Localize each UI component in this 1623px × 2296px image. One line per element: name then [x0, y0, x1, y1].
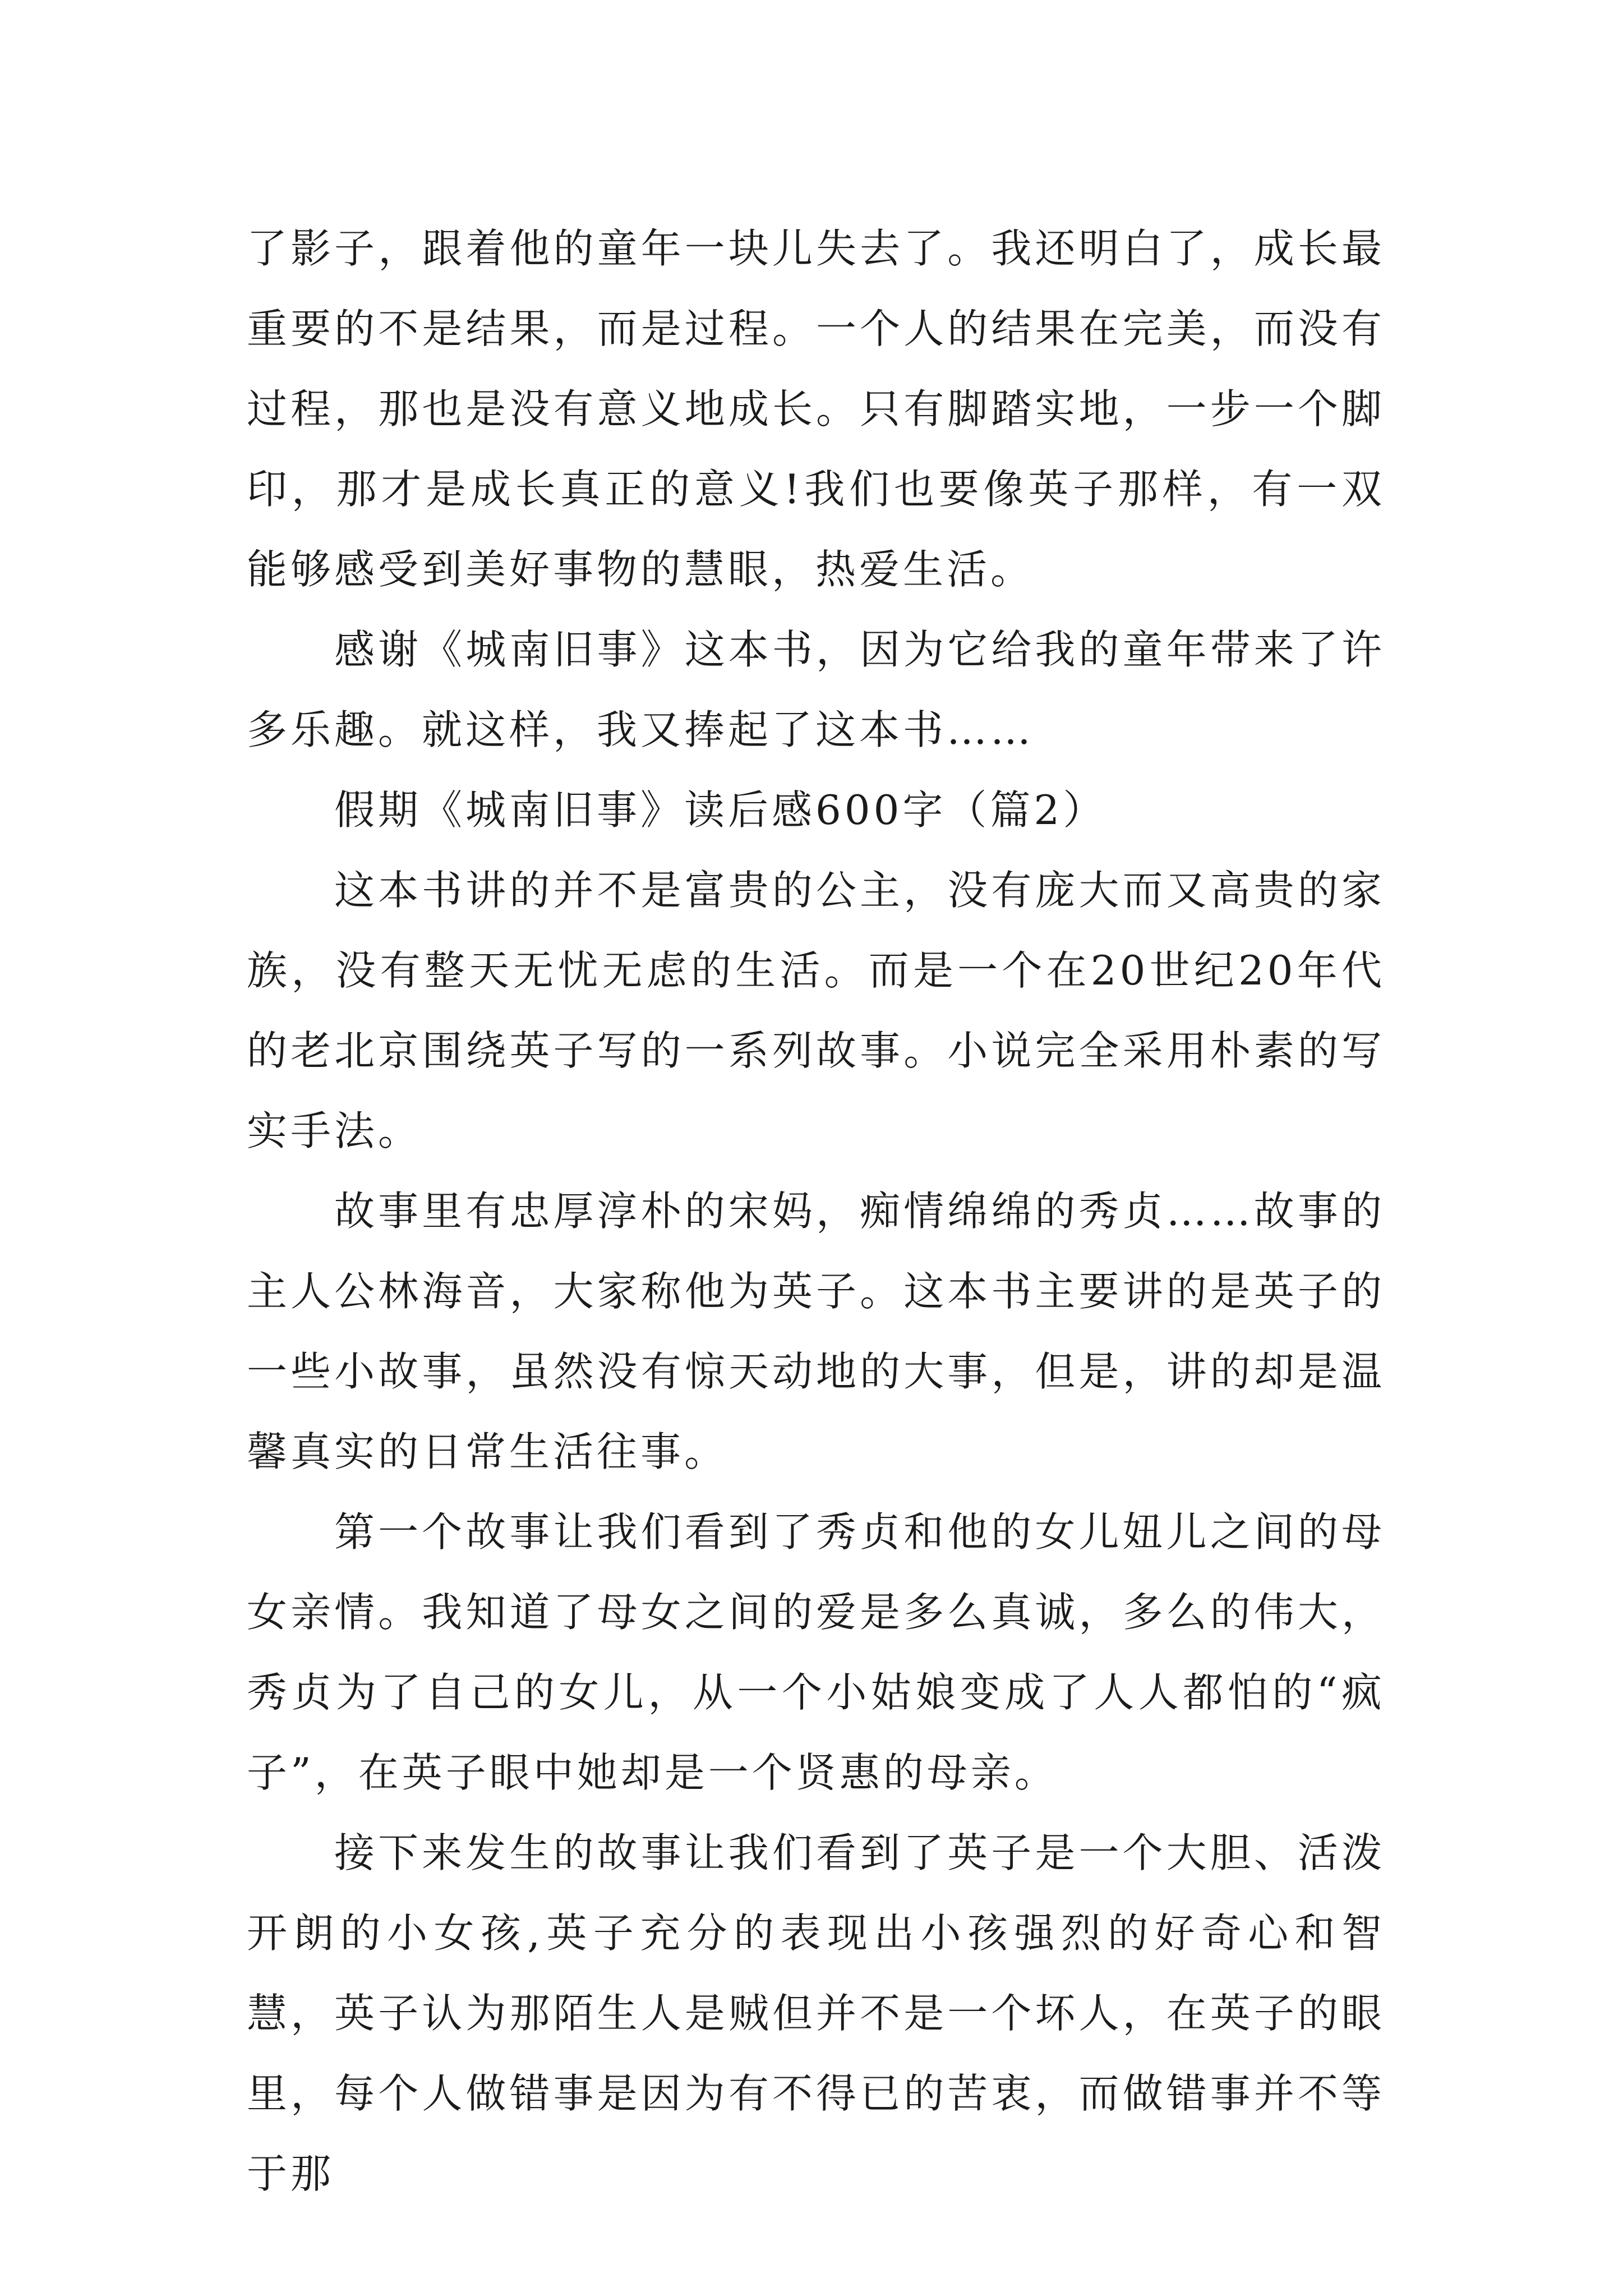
paragraph-5: 第一个故事让我们看到了秀贞和他的女儿妞儿之间的母女亲情。我知道了母女之间的爱是多么真诚，多么的伟大，秀贞为了自己的女儿，从一个小姑娘变成了人人都怕的“疯子”，在英子眼中她却是一个贤惠的母亲。: [247, 1508, 1385, 1796]
section-heading: 假期《城南旧事》读后感600字（篇2）: [334, 786, 1107, 834]
paragraph-2: 感谢《城南旧事》这本书，因为它给我的童年带来了许多乐趣。就这样，我又捧起了这本书……: [247, 626, 1385, 753]
paragraph-6: 接下来发生的故事让我们看到了英子是一个大胆、活泼开朗的小女孩,英子充分的表现出小孩强烈的好奇心和智慧，英子认为那陌生人是贼但并不是一个坏人，在英子的眼里，每个人做错事是因为有不得已的苦衷，而做错事并不等于那: [247, 1829, 1385, 2197]
paragraph-1: 了影子，跟着他的童年一块儿失去了。我还明白了，成长最重要的不是结果，而是过程。一个人的结果在完美，而没有过程，那也是没有意义地成长。只有脚踏实地，一步一个脚印，那才是成长真正的意义!我们也要像英子那样，有一双能够感受到美好事物的慧眼，热爱生活。: [247, 225, 1385, 593]
body-text: [247, 209, 1385, 2214]
paragraph-3: 这本书讲的并不是富贵的公主，没有庞大而又高贵的家族，没有整天无忧无虑的生活。而是一个在20世纪20年代的老北京围绕英子写的一系列故事。小说完全采用朴素的写实手法。: [247, 867, 1385, 1154]
paragraph-4: 故事里有忠厚淳朴的宋妈，痴情绵绵的秀贞……故事的主人公林海音，大家称他为英子。这本书主要讲的是英子的一些小故事，虽然没有惊天动地的大事，但是，讲的却是温馨真实的日常生活往事。: [247, 1188, 1385, 1475]
